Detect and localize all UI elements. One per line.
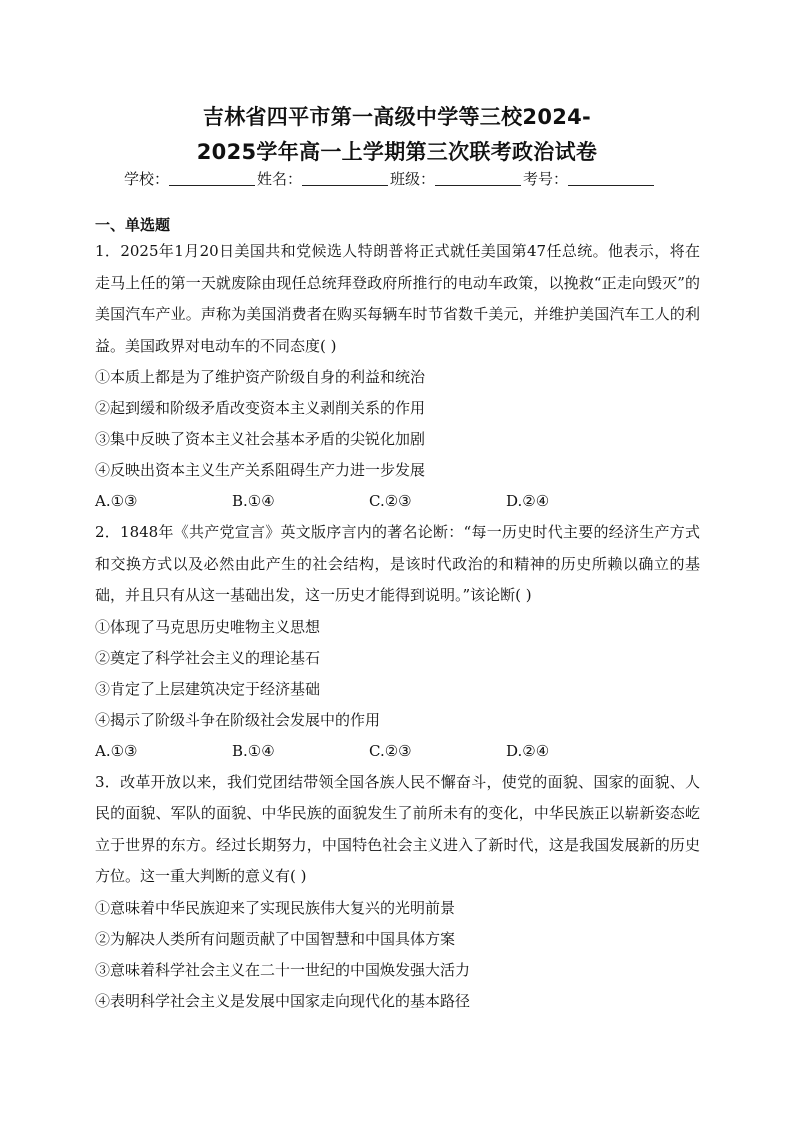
choice-a: A.①③ bbox=[95, 741, 138, 760]
choice-b: B.①④ bbox=[232, 492, 275, 510]
choice-c: C.②③ bbox=[369, 741, 412, 760]
question-2-option-2: ②奠定了科学社会主义的理论基石 bbox=[95, 648, 321, 667]
question-1-option-3: ③集中反映了资本主义社会基本矛盾的尖锐化加剧 bbox=[95, 430, 426, 448]
title-line-1: 吉林省四平市第一高级中学等三校2024- bbox=[202, 105, 592, 129]
title-line-2: 2025学年高一上学期第三次联考政治试卷 bbox=[196, 140, 598, 164]
student-info-row bbox=[124, 168, 684, 189]
question-1-option-2: ②起到缓和阶级矛盾改变资本主义剥削关系的作用 bbox=[95, 399, 426, 417]
question-2-option-4: ④揭示了阶级斗争在阶级社会发展中的作用 bbox=[95, 710, 381, 729]
question-2-choices bbox=[95, 736, 700, 767]
exam-number-label: 考号： bbox=[523, 170, 569, 188]
question-2-option-3: ③肯定了上层建筑决定于经济基础 bbox=[95, 679, 321, 698]
question-2-stem: 2．1848年《共产党宣言》英文版序言内的著名论断：“每一历史时代主要的经济生产方式和交换方式以及必然由此产生的社会结构，是该时代政治的和精神的历史所赖以确立的基础，并且只有从这一基础出发，这一历史才能得到说明。”该论断( ) bbox=[95, 523, 700, 604]
name-blank bbox=[302, 171, 388, 186]
school-label: 学校： bbox=[124, 170, 170, 188]
question-3-stem: 3．改革开放以来，我们党团结带领全国各族人民不懈奋斗，使党的面貌、国家的面貌、人民的面貌、军队的面貌、中华民族的面貌发生了前所未有的变化，中华民族正以崭新姿态屹立于世界的东方。经过长期努力，中国特色社会主义进入了新时代，这是我国发展新的历史方位。这一重大判断的意义有( ) bbox=[95, 772, 700, 885]
question-1-option-4: ④反映出资本主义生产关系阻碍生产力进一步发展 bbox=[95, 461, 426, 479]
choice-a: A.①③ bbox=[95, 492, 138, 510]
question-1-option-1: ①本质上都是为了维护资产阶级自身的利益和统治 bbox=[95, 368, 426, 386]
class-label: 班级： bbox=[390, 170, 436, 188]
exam-content bbox=[95, 214, 700, 1017]
question-1-stem: 1．2025年1月20日美国共和党候选人特朗普将正式就任美国第47任总统。他表示，将在走马上任的第一天就废除由现任总统拜登政府所推行的电动车政策，以挽救“正走向毁灭”的美国汽车产业。声称为美国消费者在购买每辆车时节省数千美元，并维护美国汽车工人的利益。美国政界对电动车的不同态度( ) bbox=[95, 242, 700, 355]
section-heading: 一、单选题 bbox=[95, 216, 171, 234]
question-1-choices bbox=[95, 486, 700, 517]
exam-number-blank bbox=[568, 171, 654, 186]
question-3-option-4: ④表明科学社会主义是发展中国家走向现代化的基本路径 bbox=[95, 991, 471, 1010]
name-label: 姓名： bbox=[257, 170, 303, 188]
choice-c: C.②③ bbox=[369, 492, 412, 510]
choice-d: D.②④ bbox=[506, 741, 550, 760]
question-3-option-3: ③意味着科学社会主义在二十一世纪的中国焕发强大活力 bbox=[95, 960, 471, 979]
class-blank bbox=[435, 171, 521, 186]
choice-b: B.①④ bbox=[232, 741, 275, 760]
question-3-option-2: ②为解决人类所有问题贡献了中国智慧和中国具体方案 bbox=[95, 929, 456, 948]
question-2-option-1: ①体现了马克思历史唯物主义思想 bbox=[95, 617, 321, 636]
school-blank bbox=[169, 171, 255, 186]
question-3-option-1: ①意味着中华民族迎来了实现民族伟大复兴的光明前景 bbox=[95, 898, 456, 917]
choice-d: D.②④ bbox=[506, 492, 550, 510]
